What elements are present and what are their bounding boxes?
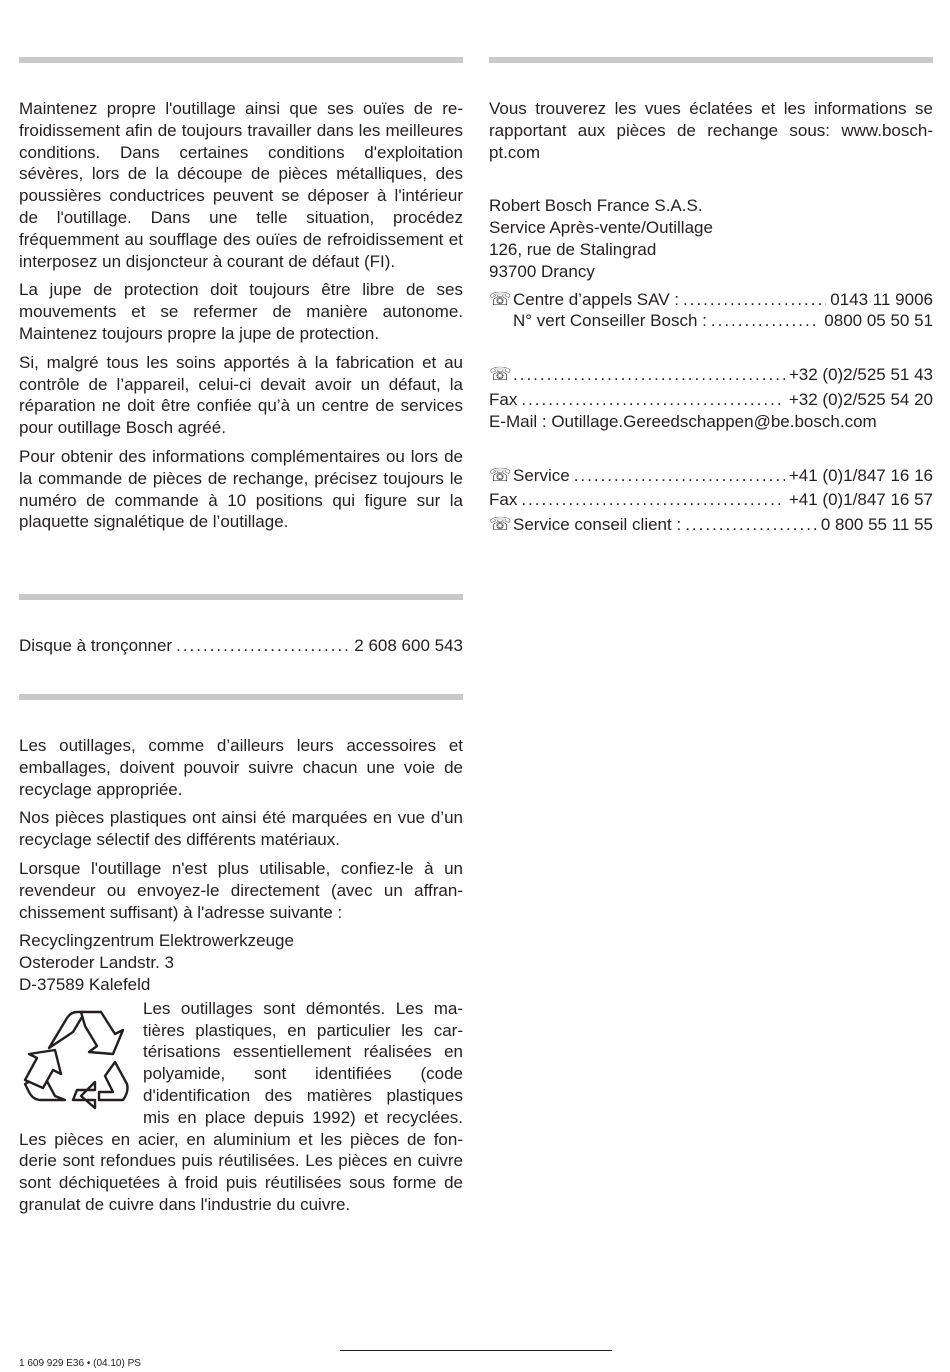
switzerland-service-line: [489, 465, 933, 487]
maintenance-paragraph-2: La jupe de protection doit toujours être libre de ses mouvements et se refermer de manière autonome. Maintenez toujours propre la jupe de protection.: [19, 280, 463, 343]
recycling-address: [19, 930, 463, 995]
maintenance-paragraph-1: Maintenez propre l'outillage ainsi que ses ouïes de refroidissement afin de toujours travailler dans les meilleures conditions. Dans certaines conditions d'exploitation sévères, lors de la découpe de pièces métalliques, des poussières conductrices peuvent se déposer à l'intérieur de l'outillage. Dans une telle situation, procédez fréquemment au soufflage des ouïes de refroidissement et interposez un disjoncteur à courant de défaut (FI).: [19, 99, 463, 271]
france-hotline-line: [489, 310, 933, 332]
leader-dots: [176, 635, 350, 657]
footer-rule: [340, 1350, 612, 1351]
service-section: [489, 98, 933, 536]
france-address-line-1: Robert Bosch France S.A.S.: [489, 196, 703, 216]
recycle-block: [19, 998, 463, 1216]
section-rule-service: [489, 57, 933, 63]
maintenance-paragraph-4: Pour obtenir des informations complémentaires ou lors de la commande de pièces de rechange, précisez toujours le numéro de commande à 10 positions qui figure sur la plaquette signalétique de l’outillage.: [19, 446, 463, 532]
recycling-text: Les outillages sont démontés. Les matières plastiques, en particulier les cartérisations essentiellement réalisées en polyamide, sont identifiées (code d'identification des matières plastiques mis en place depuis 1992) et recyclées. Les pièces en acier, en aluminium et les pièces de fonderie sont refondues puis réutilisées. Les pièces en cuivre sont déchiquetées à froid puis réutilisées sous forme de granulat de cuivre dans l'industrie du cuivre.: [19, 998, 463, 1214]
phone-icon: ☏: [489, 288, 512, 309]
recycling-address-line-2: Osteroder Landstr. 3: [19, 953, 174, 973]
switzerland-fax-number: +41 (0)1/847 16 57: [788, 490, 933, 510]
france-address-line-4: 93700 Drancy: [489, 261, 595, 281]
belgium-fax-number: +32 (0)2/525 54 20: [788, 389, 933, 409]
disposal-section: [19, 735, 463, 1216]
france-hotline-number: 0800 05 50 51: [824, 311, 933, 331]
leader-dots: [711, 310, 820, 332]
france-address: [489, 195, 933, 282]
phone-icon: ☏: [489, 514, 512, 535]
section-rule-disposal: [19, 694, 463, 700]
recycle-icon: [19, 1004, 131, 1110]
switzerland-service-number: +41 (0)1/847 16 16: [788, 465, 933, 485]
accessory-number: 2 608 600 543: [354, 636, 463, 655]
belgium-fax-line: [489, 389, 933, 411]
accessories-section: [19, 635, 463, 657]
disposal-paragraph-3: Lorsque l'outillage n'est plus utilisable, confiez-le à un revendeur ou envoyez-le directement (avec un affranchissement suffisant) à l'adresse suivante :: [19, 858, 463, 922]
france-callcenter-line: [489, 289, 933, 311]
france-callcenter-number: 0143 11 9006: [830, 289, 933, 309]
belgium-phone-number: +32 (0)2/525 51 43: [788, 365, 933, 385]
leader-dots: [521, 489, 785, 511]
leader-dots: [521, 389, 785, 411]
leader-dots: [685, 514, 817, 536]
maintenance-section: [19, 98, 463, 540]
recycling-address-line-3: D-37589 Kalefeld: [19, 974, 151, 994]
switzerland-client-label: Service conseil client :: [513, 515, 682, 535]
accessory-line: [19, 635, 463, 657]
switzerland-client-number: 0 800 55 11 55: [820, 515, 933, 535]
phone-icon: ☏: [489, 464, 512, 485]
switzerland-fax-line: [489, 489, 933, 511]
belgium-phone-line: [489, 364, 933, 386]
switzerland-service-label: Service: [513, 465, 570, 485]
leader-dots: [683, 289, 826, 311]
accessory-label: Disque à tronçonner: [19, 636, 173, 655]
france-hotline-label: N° vert Conseiller Bosch :: [513, 311, 707, 331]
disposal-paragraph-2: Nos pièces plastiques ont ainsi été marquées en vue d’un recyclage sélectif des différents matériaux.: [19, 808, 463, 850]
service-intro: Vous trouverez les vues éclatées et les informations se rapportant aux pièces de rechange sous: www.bosch-pt.com: [489, 99, 933, 162]
france-address-line-3: 126, rue de Stalingrad: [489, 239, 657, 259]
leader-dots: [513, 364, 785, 386]
france-callcenter-label: Centre d’appels SAV :: [513, 289, 679, 309]
belgium-fax-label: Fax: [489, 389, 518, 409]
section-rule-accessories: [19, 594, 463, 600]
maintenance-paragraph-3: Si, malgré tous les soins apportés à la fabrication et au contrôle de l’appareil, celui-ci devait avoir un défaut, la réparation ne doit être confiée qu’à un centre de services pour outillage Bosch agréé.: [19, 352, 463, 438]
disposal-paragraph-1: Les outillages, comme d’ailleurs leurs accessoires et emballages, doivent pouvoir suivre chacun une voie de recyclage appropriée.: [19, 736, 463, 799]
switzerland-fax-label: Fax: [489, 490, 518, 510]
switzerland-client-line: [489, 514, 933, 536]
recycling-address-line-1: Recyclingzentrum Elektrowerkzeuge: [19, 931, 294, 951]
section-rule-maintenance: [19, 57, 463, 63]
belgium-email: E-Mail : Outillage.Gereedschappen@be.bosch.com: [489, 411, 877, 431]
leader-dots: [574, 465, 785, 487]
phone-icon: ☏: [489, 364, 512, 385]
france-address-line-2: Service Après-vente/Outillage: [489, 218, 713, 238]
footer-code: 1 609 929 E36 • (04.10) PS: [19, 1358, 141, 1369]
